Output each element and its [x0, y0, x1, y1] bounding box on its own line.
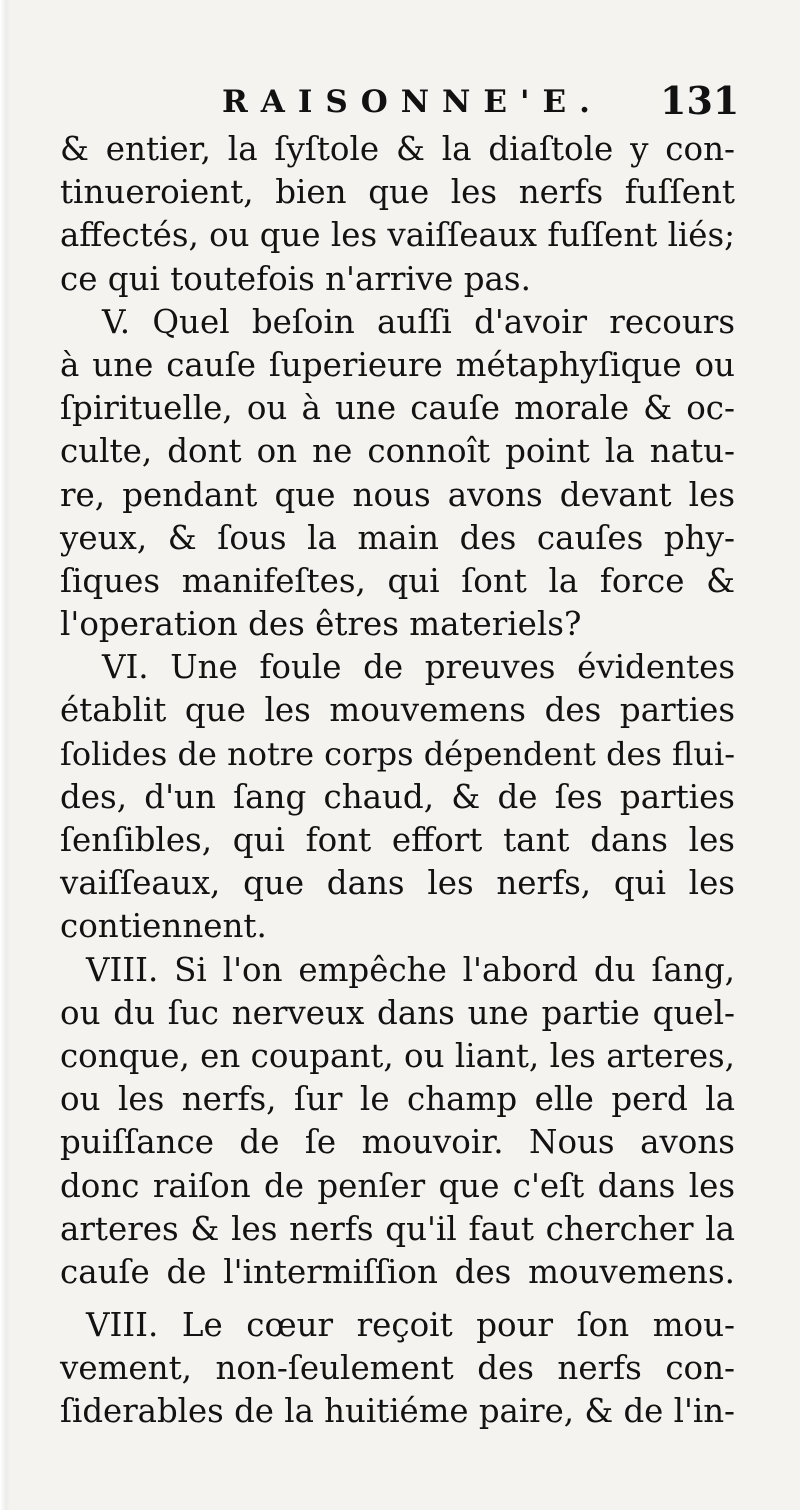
text-line: l'operation des êtres materiels?: [60, 605, 582, 644]
paragraph-start-v: V. Quel beſoin auſſi d'avoir recours: [102, 302, 735, 341]
text-line: ce qui toutefois n'arrive pas.: [60, 259, 531, 298]
page-edge: [0, 0, 10, 1510]
text-line: ſiques manifeſtes, qui ſont la force &: [60, 561, 735, 600]
text-line: établit que les mouvemens des parties: [60, 691, 735, 730]
text-line: contiennent.: [60, 907, 267, 946]
text-line: vaiſſeaux, que dans les nerfs, qui les: [60, 864, 735, 903]
body-text: [60, 128, 735, 1434]
text-line: re, pendant que nous avons devant les: [60, 475, 735, 514]
paragraph-start-viii-b: VIII. Le cœur reçoit pour ſon mou-: [86, 1306, 735, 1345]
text-line: ou du ſuc nerveux dans une partie quel-: [60, 993, 735, 1032]
text-line: cauſe de l'intermiſſion des mouvemens.: [60, 1252, 735, 1291]
text-line: yeux, & ſous la main des cauſes phy-: [60, 518, 735, 557]
text-line: ſpirituelle, ou à une cauſe morale & oc-: [60, 389, 735, 428]
text-line: ſiderables de la huitiéme paire, & de l'in-: [60, 1392, 735, 1431]
text-line: arteres & les nerfs qu'il faut chercher la: [60, 1209, 735, 1248]
text-line: ſenſibles, qui font effort tant dans les: [60, 821, 735, 859]
page-header: [0, 78, 800, 128]
text-line: affectés, ou que les vaiſſeaux fuſſent liés;: [60, 216, 735, 255]
text-line: des, d'un ſang chaud, & de ſes parties: [60, 777, 735, 816]
text-line: puiſſance de ſe mouvoir. Nous avons: [60, 1123, 735, 1162]
running-head: RAISONNE'E.: [222, 84, 603, 120]
text-line: & entier, la ſyſtole & la diaſtole y con-: [60, 130, 735, 168]
paragraph-start-vi: VI. Une foule de preuves évidentes: [102, 648, 735, 687]
text-line: culte, dont on ne connoît point la natu-: [60, 432, 735, 471]
text-line: conque, en coupant, ou liant, les arteres,: [60, 1036, 735, 1075]
text-line: donc raiſon de penſer que c'eſt dans les: [60, 1166, 735, 1205]
text-line: ou les nerfs, ſur le champ elle perd la: [60, 1080, 735, 1119]
paragraph-start-viii-a: VIII. Si l'on empêche l'abord du ſang,: [86, 950, 735, 989]
text-line: à une cauſe ſuperieure métaphyſique ou: [60, 345, 735, 384]
text-line: vement, non-ſeulement des nerfs con-: [60, 1349, 735, 1388]
text-line: tinueroient, bien que les nerfs fuſſent: [60, 173, 735, 212]
paragraph-gap: [60, 1294, 735, 1304]
page-number: 131: [660, 78, 740, 123]
text-line: ſolides de notre corps dépendent des flui-: [60, 734, 735, 773]
